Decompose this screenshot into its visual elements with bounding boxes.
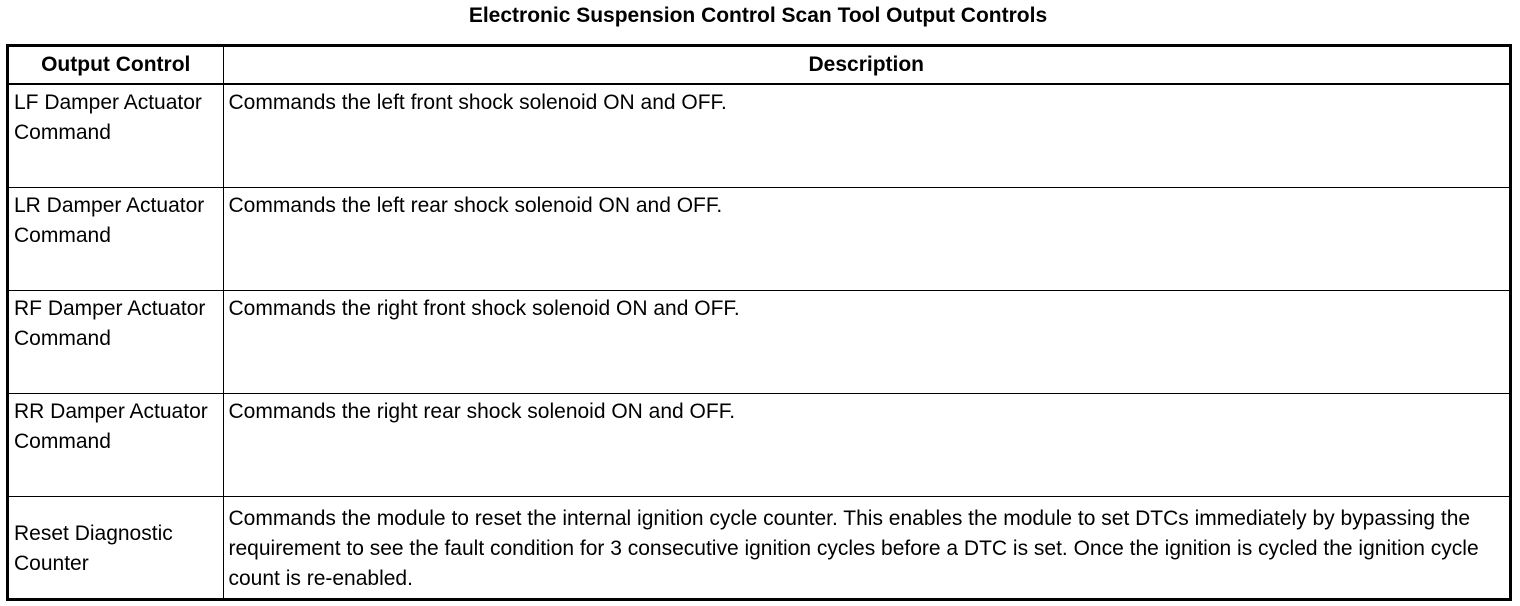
table-row (9, 291, 1509, 394)
output-control-cell: RR Damper Actuator Command (9, 394, 223, 497)
table-row (9, 188, 1509, 291)
output-controls-table (6, 44, 1512, 601)
page-title: Electronic Suspension Control Scan Tool Output Controls (468, 4, 1048, 27)
description-cell: Commands the left front shock solenoid ON and OFF. (223, 84, 1509, 188)
table-row (9, 84, 1509, 188)
description-cell: Commands the right rear shock solenoid ON and OFF. (223, 394, 1509, 497)
description-cell: Commands the left rear shock solenoid ON and OFF. (223, 188, 1509, 291)
description-cell: Commands the right front shock solenoid ON and OFF. (223, 291, 1509, 394)
output-control-cell: Reset Diagnostic Counter (9, 497, 223, 600)
header-description: Description (223, 47, 1509, 84)
table-header-row (9, 47, 1509, 84)
header-output-control: Output Control (9, 47, 223, 84)
table-row (9, 394, 1509, 497)
table (9, 47, 1509, 599)
output-control-cell: LF Damper Actuator Command (9, 84, 223, 188)
description-cell: Commands the module to reset the internal ignition cycle counter. This enables the module to set DTCs immediately by bypassing the requirement to see the fault condition for 3 consecutive ignition cycles before a DTC is set. Once the ignition is cycled the ignition cycle count is re-enabled. (223, 497, 1509, 600)
output-control-cell: LR Damper Actuator Command (9, 188, 223, 291)
output-control-cell: RF Damper Actuator Command (9, 291, 223, 394)
table-row (9, 497, 1509, 600)
